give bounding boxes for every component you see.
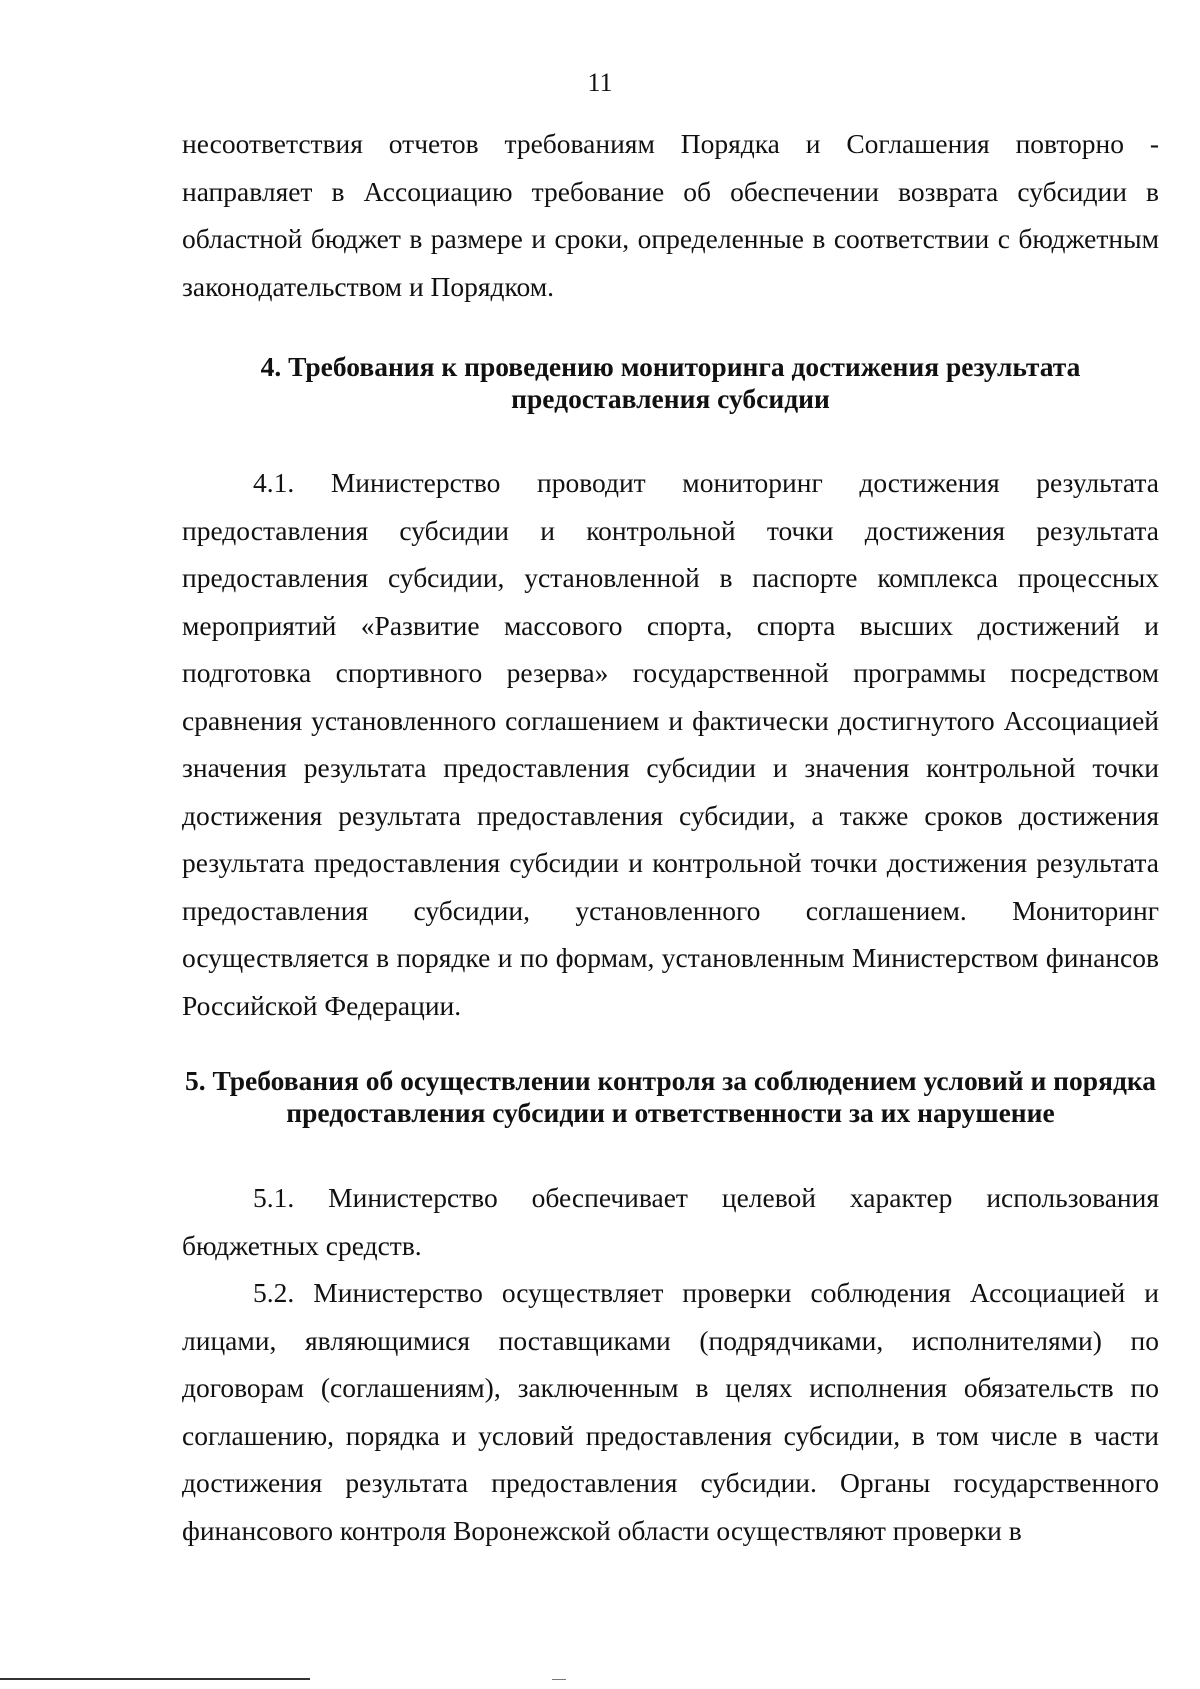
footer-rule	[0, 1678, 310, 1680]
section-4-heading	[182, 351, 1159, 415]
paragraph-5-2: 5.2. Министерство осуществляет проверки соблюдения Ассоциацией и лицами, являющимися поставщиками (подрядчиками, исполнителями) по договорам (соглашениям), заключенным в целях исполнения обязательств по соглашению, порядка и условий предоставления субсидии, в том числе в части достижения результата предоставления субсидии. Органы государственного финансового контроля Воронежской области осуществляют проверки в	[182, 1277, 1159, 1546]
document-body	[182, 120, 1159, 1554]
section-5-heading-line-2: предоставления субсидии и ответственности за их нарушение	[286, 1097, 1055, 1128]
paragraph-4-1: 4.1. Министерство проводит мониторинг достижения результата предоставления субсидии и контрольной точки достижения результата предоставления субсидии, установленной в паспорте комплекса процессных мероприятий «Развитие массового спорта, спорта высших достижений и подготовка спортивного резерва» государственной программы посредством сравнения установленного соглашением и фактически достигнутого Ассоциацией значения результата предоставления субсидии и значения контрольной точки достижения результата предоставления субсидии, а также сроков достижения результата предоставления субсидии и контрольной точки достижения результата предоставления субсидии, установленного соглашением. Мониторинг осуществляется в порядке и по формам, установленным Министерством финансов Российской Федерации.	[182, 467, 1159, 1021]
footer-mark	[552, 1679, 566, 1680]
paragraph-5-1: 5.1. Министерство обеспечивает целевой характер использования бюджетных средств.	[182, 1182, 1159, 1261]
page-number: 11	[587, 68, 613, 97]
section-5-heading	[182, 1065, 1159, 1129]
section-5-heading-line-1: 5. Требования об осуществлении контроля за соблюдением условий и порядка	[184, 1065, 1157, 1096]
section-4-heading-line-1: 4. Требования к проведению мониторинга достижения результата	[260, 351, 1081, 382]
section-4-heading-line-2: предоставления субсидии	[511, 383, 830, 414]
paragraph-continuation: несоответствия отчетов требованиям Порядка и Соглашения повторно - направляет в Ассоциацию требование об обеспечении возврата субсидии в областной бюджет в размере и сроки, определенные в соответствии с бюджетным законодательством и Порядком.	[182, 128, 1159, 302]
